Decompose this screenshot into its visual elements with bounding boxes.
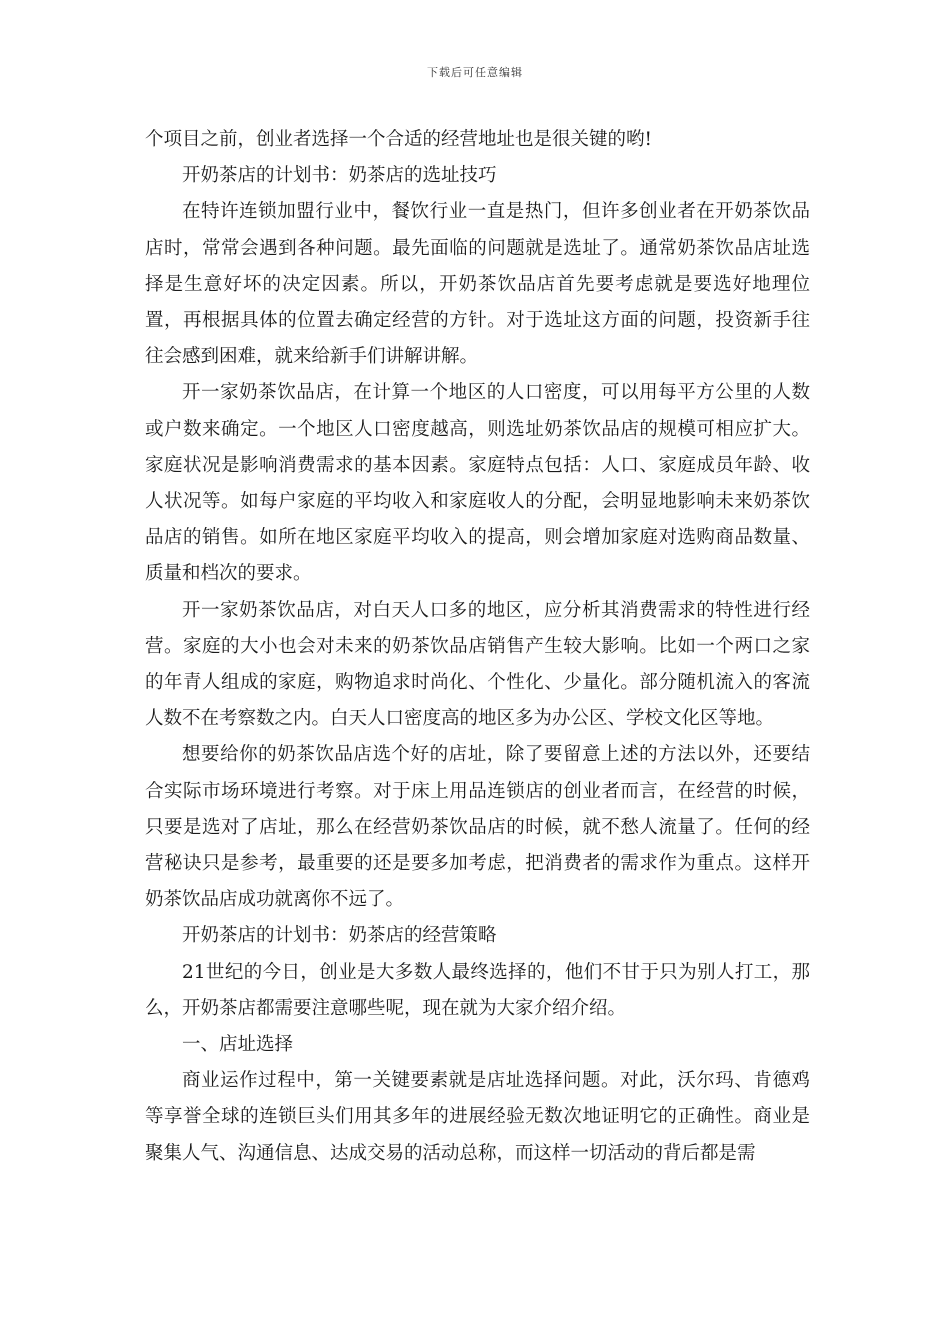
paragraph: 想要给你的奶茶饮品店选个好的店址，除了要留意上述的方法以外，还要结合实际市场环境进行考察。对于床上用品连锁店的创业者而言，在经营的时候，只要是选对了店址，那么在经营奶茶饮品店的时候，就不愁人流量了。任何的经营秘诀只是参考，最重要的还是要多加考虑，把消费者的需求作为重点。这样开奶茶饮品店成功就离你不远了。 [145,744,810,911]
paragraph: 在特许连锁加盟行业中，餐饮行业一直是热门，但许多创业者在开奶茶饮品店时，常常会遇到各种问题。最先面临的问题就是选址了。通常奶茶饮品店址选择是生意好坏的决定因素。所以，开奶茶饮品店首先要考虑就是要选好地理位置，再根据具体的位置去确定经营的方针。对于选址这方面的问题，投资新手往往会感到困难，就来给新手们讲解讲解。 [145,201,810,368]
subsection-heading: 一、店址选择 [182,1034,294,1056]
paragraph: 开一家奶茶饮品店，对白天人口多的地区，应分析其消费需求的特性进行经营。家庭的大小也会对未来的奶茶饮品店销售产生较大影响。比如一个两口之家的年青人组成的家庭，购物追求时尚化、个性化、少量化。部分随机流入的客流人数不在考察数之内。白天人口密度高的地区多为办公区、学校文化区等地。 [145,599,810,730]
page-header: 下载后可任意编辑 [427,66,523,79]
document-body [145,122,810,1172]
section-heading-site-selection: 开奶茶店的计划书：奶茶店的选址技巧 [182,165,497,187]
paragraph: 商业运作过程中，第一关键要素就是店址选择问题。对此，沃尔玛、肯德鸡等享誉全球的连锁巨头们用其多年的进展经验无数次地证明它的正确性。商业是聚集人气、沟通信息、达成交易的活动总称，而这样一切活动的背后都是需 [145,1070,810,1164]
section-heading-strategy: 开奶茶店的计划书：奶茶店的经营策略 [182,925,497,947]
paragraph: 21世纪的今日，创业是大多数人最终选择的，他们不甘于只为别人打工，那么，开奶茶店都需要注意哪些呢，现在就为大家介绍介绍。 [145,961,810,1019]
paragraph: 开一家奶茶饮品店，在计算一个地区的人口密度，可以用每平方公里的人数或户数来确定。一个地区人口密度越高，则选址奶茶饮品店的规模可相应扩大。家庭状况是影响消费需求的基本因素。家庭特点包括：人口、家庭成员年龄、收人状况等。如每户家庭的平均收入和家庭收人的分配，会明显地影响未来奶茶饮品店的销售。如所在地区家庭平均收入的提高，则会增加家庭对选购商品数量、质量和档次的要求。 [145,382,810,585]
paragraph-continuation: 个项目之前，创业者选择一个合适的经营地址也是很关键的哟! [145,129,652,150]
